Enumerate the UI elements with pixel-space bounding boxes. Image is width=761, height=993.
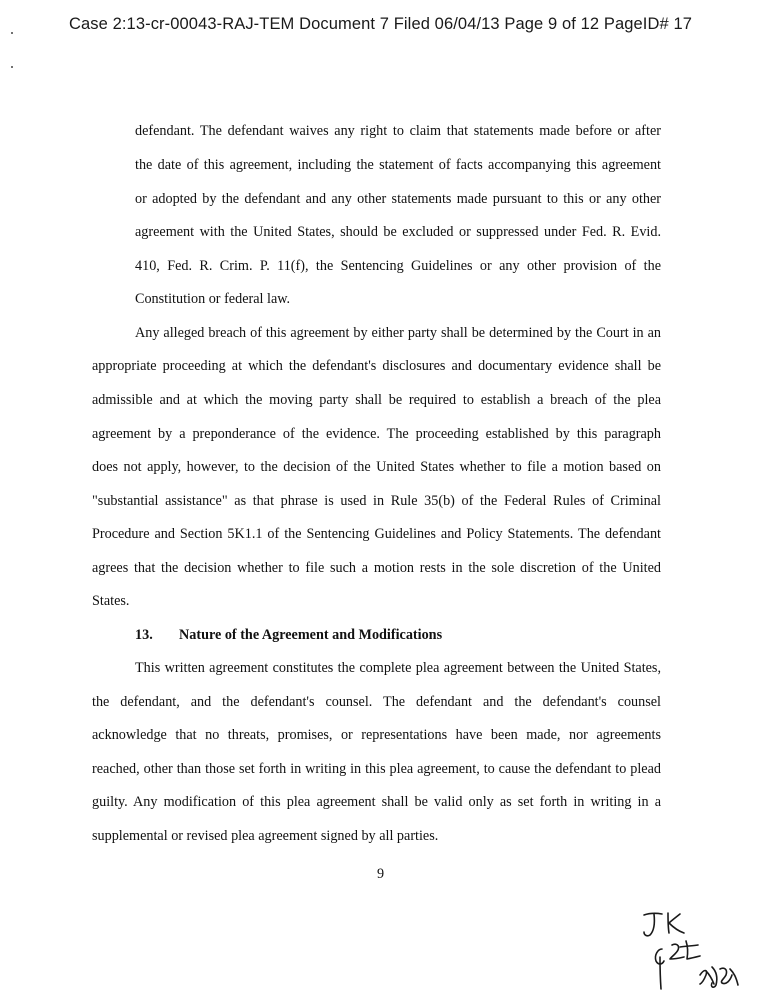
text-line: reached, other than those set forth in writing in this plea agreement, to cause the defendant to plead	[92, 761, 661, 777]
text-line: supplemental or revised plea agreement signed by all parties.	[92, 828, 439, 844]
text-line: agreement with the United States, should be excluded or suppressed under Fed. R. Evid.	[135, 224, 661, 240]
text-line: "substantial assistance" as that phrase is used in Rule 35(b) of the Federal Rules of Criminal	[92, 493, 661, 509]
text-line: admissible and at which the moving party shall be required to establish a breach of the plea	[92, 392, 661, 408]
section-heading: Nature of the Agreement and Modifications	[179, 627, 443, 643]
text-line: guilty. Any modification of this plea agreement shall be valid only as set forth in writing in a	[92, 794, 661, 810]
page-number: 9	[376, 866, 385, 882]
text-line: Procedure and Section 5K1.1 of the Sentencing Guidelines and Policy Statements. The defendant	[92, 526, 661, 542]
text-line: the date of this agreement, including the statement of facts accompanying this agreement	[135, 157, 661, 173]
section-number: 13.	[135, 627, 153, 643]
text-line: agrees that the decision whether to file such a motion rests in the sole discretion of the United	[92, 560, 661, 576]
text-line: or adopted by the defendant and any other statements made pursuant to this or any other	[135, 191, 661, 207]
text-line: does not apply, however, to the decision of the United States whether to file a motion based on	[92, 459, 661, 475]
case-header: Case 2:13-cr-00043-RAJ-TEM Document 7 Filed 06/04/13 Page 9 of 12 PageID# 17	[68, 15, 693, 33]
text-line: the defendant, and the defendant's counsel. The defendant and the defendant's counsel	[92, 694, 661, 710]
handwritten-initials	[640, 905, 760, 993]
text-line: Any alleged breach of this agreement by either party shall be determined by the Court in an	[135, 325, 661, 341]
text-line: This written agreement constitutes the complete plea agreement between the United States,	[135, 660, 661, 676]
text-line: Constitution or federal law.	[135, 291, 291, 307]
text-line: acknowledge that no threats, promises, or representations have been made, nor agreements	[92, 727, 661, 743]
text-line: States.	[92, 593, 130, 609]
scan-speck	[11, 66, 13, 68]
text-line: agreement by a preponderance of the evidence. The proceeding established by this paragraph	[92, 426, 661, 442]
text-line: 410, Fed. R. Crim. P. 11(f), the Sentencing Guidelines or any other provision of the	[135, 258, 661, 274]
text-line: defendant. The defendant waives any right to claim that statements made before or after	[135, 123, 661, 139]
text-line: appropriate proceeding at which the defendant's disclosures and documentary evidence shall be	[92, 358, 661, 374]
